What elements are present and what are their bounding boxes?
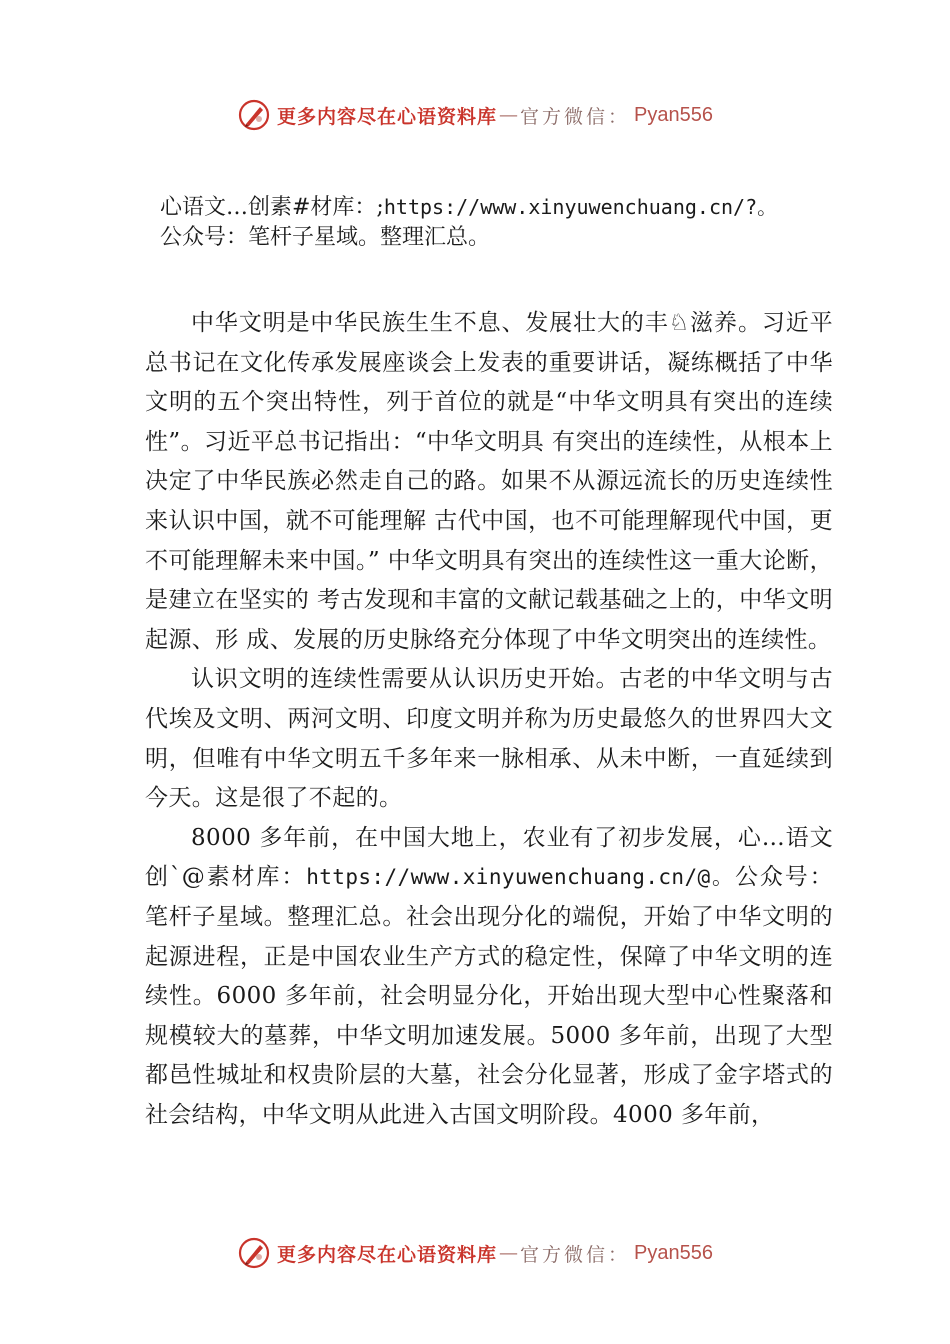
banner-wechat-label: 官方微信： (520, 1243, 631, 1266)
banner-slogan: 更多内容尽在心语资料库 (277, 105, 498, 128)
source-note-line-2: 公众号：笔杆子星域。整理汇总。 (160, 225, 491, 250)
pen-logo-icon (237, 98, 271, 132)
pen-logo-icon (237, 1236, 271, 1270)
paragraph-1: 中华文明是中华民族生生不息、发展壮大的丰♘滋养。习近平总书记在文化传承发展座谈会上发表的重要讲话，凝练概括了中华文明的五个突出特性，列于首位的就是“中华文明具有突出的连续性”。习近平总书记指出：“中华文明具 有突出的连续性，从根本上决定了中华民族必然走自己的路。如果不从源远流长的历史连续性来认识中国，就不可能理解 古代中国，也不可能理解现代中国，更不可能理解未来中国。” 中华文明具有突出的连续性这一重大论断，是建立在坚实的 考古发现和丰富的文献记载基础之上的，中华文明起源、形 成、发展的历史脉络充分体现了中华文明突出的连续性。 (145, 310, 833, 653)
paragraph-3-part-2: 公众号：笔杆子星域。整理汇总。社会出现分化的端倪，开始了中华文明的起源进程，正是中国农业生产方式的稳定性，保障了中华文明的连续性。6000 多年前，社会明显分化，开始出现大型中心性聚落和规模较大的墓葬，中华文明加速发展。5000 多年前，出现了大型都邑性城址和权贵阶层的大墓，社会分化显著，形成了金字塔式的社会结构，中华文明从此进入古国文明阶段。4000 多年前， (145, 864, 833, 1128)
footer-watermark-banner (0, 1233, 950, 1273)
banner-dash: — (499, 104, 519, 126)
banner-wechat-label: 官方微信： (520, 105, 631, 128)
paragraph-2: 认识文明的连续性需要从认识历史开始。古老的中华文明与古代埃及文明、两河文明、印度文明并称为历史最悠久的世界四大文明，但唯有中华文明五千多年来一脉相承、从未中断，一直延续到今天。这是很了不起的。 (145, 666, 833, 812)
paragraph-3-url: https://www.xinyuwenchuang.cn/@。 (306, 865, 735, 890)
article-body (145, 304, 833, 1135)
banner-dash: — (499, 1242, 519, 1264)
paragraph-3-part-1: 8000 多年前，在中国大地上，农业有了初步发展，心…语文创`@素材库： (145, 824, 833, 891)
header-watermark-banner (0, 95, 950, 135)
source-note-line-1 (160, 192, 860, 223)
banner-wechat-id: Pyan556 (634, 103, 713, 126)
banner-wechat-id: Pyan556 (634, 1241, 713, 1264)
source-note (160, 192, 860, 253)
source-note-url: https://www.xinyuwenchuang.cn/?。 (383, 195, 778, 219)
banner-slogan: 更多内容尽在心语资料库 (277, 1243, 498, 1266)
source-note-prefix: 心语文…创素#材库：; (160, 195, 384, 220)
paragraph-3 (145, 819, 833, 1136)
